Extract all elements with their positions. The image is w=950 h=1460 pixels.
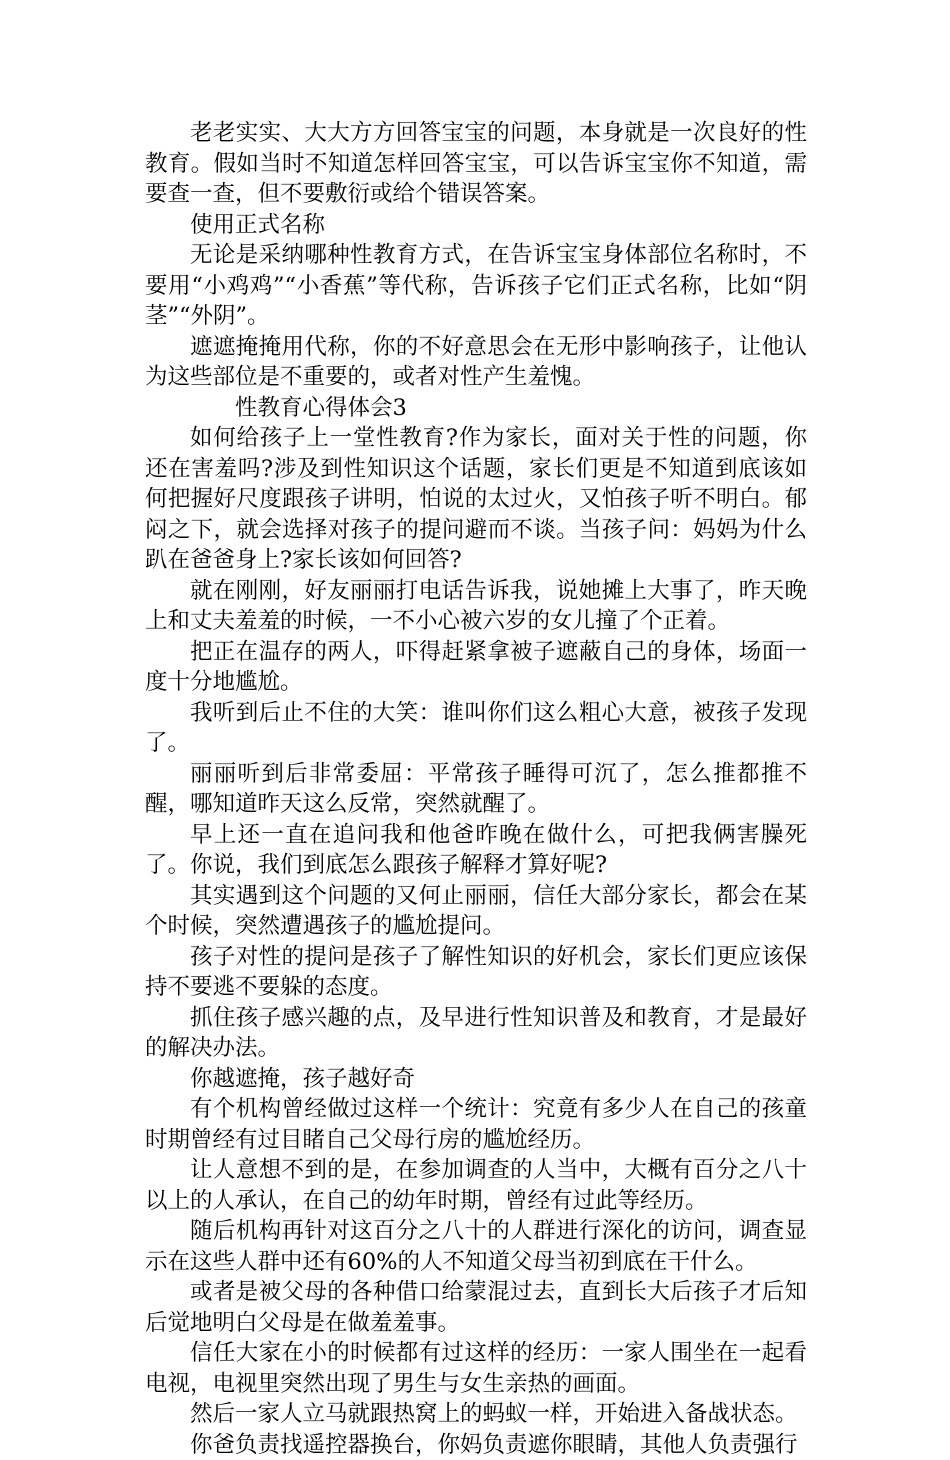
paragraph: 你爸负责找遥控器换台，你妈负责遮你眼睛，其他人负责强行 bbox=[145, 1430, 807, 1460]
paragraph: 就在刚刚，好友丽丽打电话告诉我，说她摊上大事了，昨天晚上和丈夫羞羞的时候，一不小心被六岁的女儿撞了个正着。 bbox=[145, 576, 807, 637]
chapter-heading: 性教育心得体会3 bbox=[145, 393, 807, 424]
paragraph: 遮遮掩掩用代称，你的不好意思会在无形中影响孩子，让他认为这些部位是不重要的，或者对性产生羞愧。 bbox=[145, 332, 807, 393]
paragraph: 随后机构再针对这百分之八十的人群进行深化的访问，调查显示在这些人群中还有60%的人不知道父母当初到底在干什么。 bbox=[145, 1216, 807, 1277]
paragraph: 早上还一直在追问我和他爸昨晚在做什么，可把我俩害臊死了。你说，我们到底怎么跟孩子解释才算好呢? bbox=[145, 820, 807, 881]
section-heading: 使用正式名称 bbox=[145, 210, 807, 241]
paragraph: 信任大家在小的时候都有过这样的经历：一家人围坐在一起看电视，电视里突然出现了男生与女生亲热的画面。 bbox=[145, 1338, 807, 1399]
paragraph: 抓住孩子感兴趣的点，及早进行性知识普及和教育，才是最好的解决办法。 bbox=[145, 1003, 807, 1064]
paragraph: 其实遇到这个问题的又何止丽丽，信任大部分家长，都会在某个时候，突然遭遇孩子的尴尬提问。 bbox=[145, 881, 807, 942]
paragraph: 让人意想不到的是，在参加调查的人当中，大概有百分之八十以上的人承认，在自己的幼年时期，曾经有过此等经历。 bbox=[145, 1155, 807, 1216]
paragraph: 如何给孩子上一堂性教育?作为家长，面对关于性的问题，你还在害羞吗?涉及到性知识这个话题，家长们更是不知道到底该如何把握好尺度跟孩子讲明，怕说的太过火，又怕孩子听不明白。郁闷之下，就会选择对孩子的提问避而不谈。当孩子问：妈妈为什么趴在爸爸身上?家长该如何回答? bbox=[145, 423, 807, 576]
document-page bbox=[145, 118, 807, 1328]
paragraph: 丽丽听到后非常委屈：平常孩子睡得可沉了，怎么推都推不醒，哪知道昨天这么反常，突然就醒了。 bbox=[145, 759, 807, 820]
section-heading: 你越遮掩，孩子越好奇 bbox=[145, 1064, 807, 1095]
paragraph: 老老实实、大大方方回答宝宝的问题，本身就是一次良好的性教育。假如当时不知道怎样回答宝宝，可以告诉宝宝你不知道，需要查一查，但不要敷衍或给个错误答案。 bbox=[145, 118, 807, 210]
paragraph: 然后一家人立马就跟热窝上的蚂蚁一样，开始进入备战状态。 bbox=[145, 1399, 807, 1430]
paragraph: 或者是被父母的各种借口给蒙混过去，直到长大后孩子才后知后觉地明白父母是在做羞羞事。 bbox=[145, 1277, 807, 1338]
paragraph: 有个机构曾经做过这样一个统计：究竟有多少人在自己的孩童时期曾经有过目睹自己父母行房的尴尬经历。 bbox=[145, 1094, 807, 1155]
paragraph: 我听到后止不住的大笑：谁叫你们这么粗心大意，被孩子发现了。 bbox=[145, 698, 807, 759]
paragraph: 把正在温存的两人，吓得赶紧拿被子遮蔽自己的身体，场面一度十分地尴尬。 bbox=[145, 637, 807, 698]
paragraph: 孩子对性的提问是孩子了解性知识的好机会，家长们更应该保持不要逃不要躲的态度。 bbox=[145, 942, 807, 1003]
paragraph: 无论是采纳哪种性教育方式，在告诉宝宝身体部位名称时，不要用“小鸡鸡”“小香蕉”等代称，告诉孩子它们正式名称，比如“阴茎”“外阴”。 bbox=[145, 240, 807, 332]
